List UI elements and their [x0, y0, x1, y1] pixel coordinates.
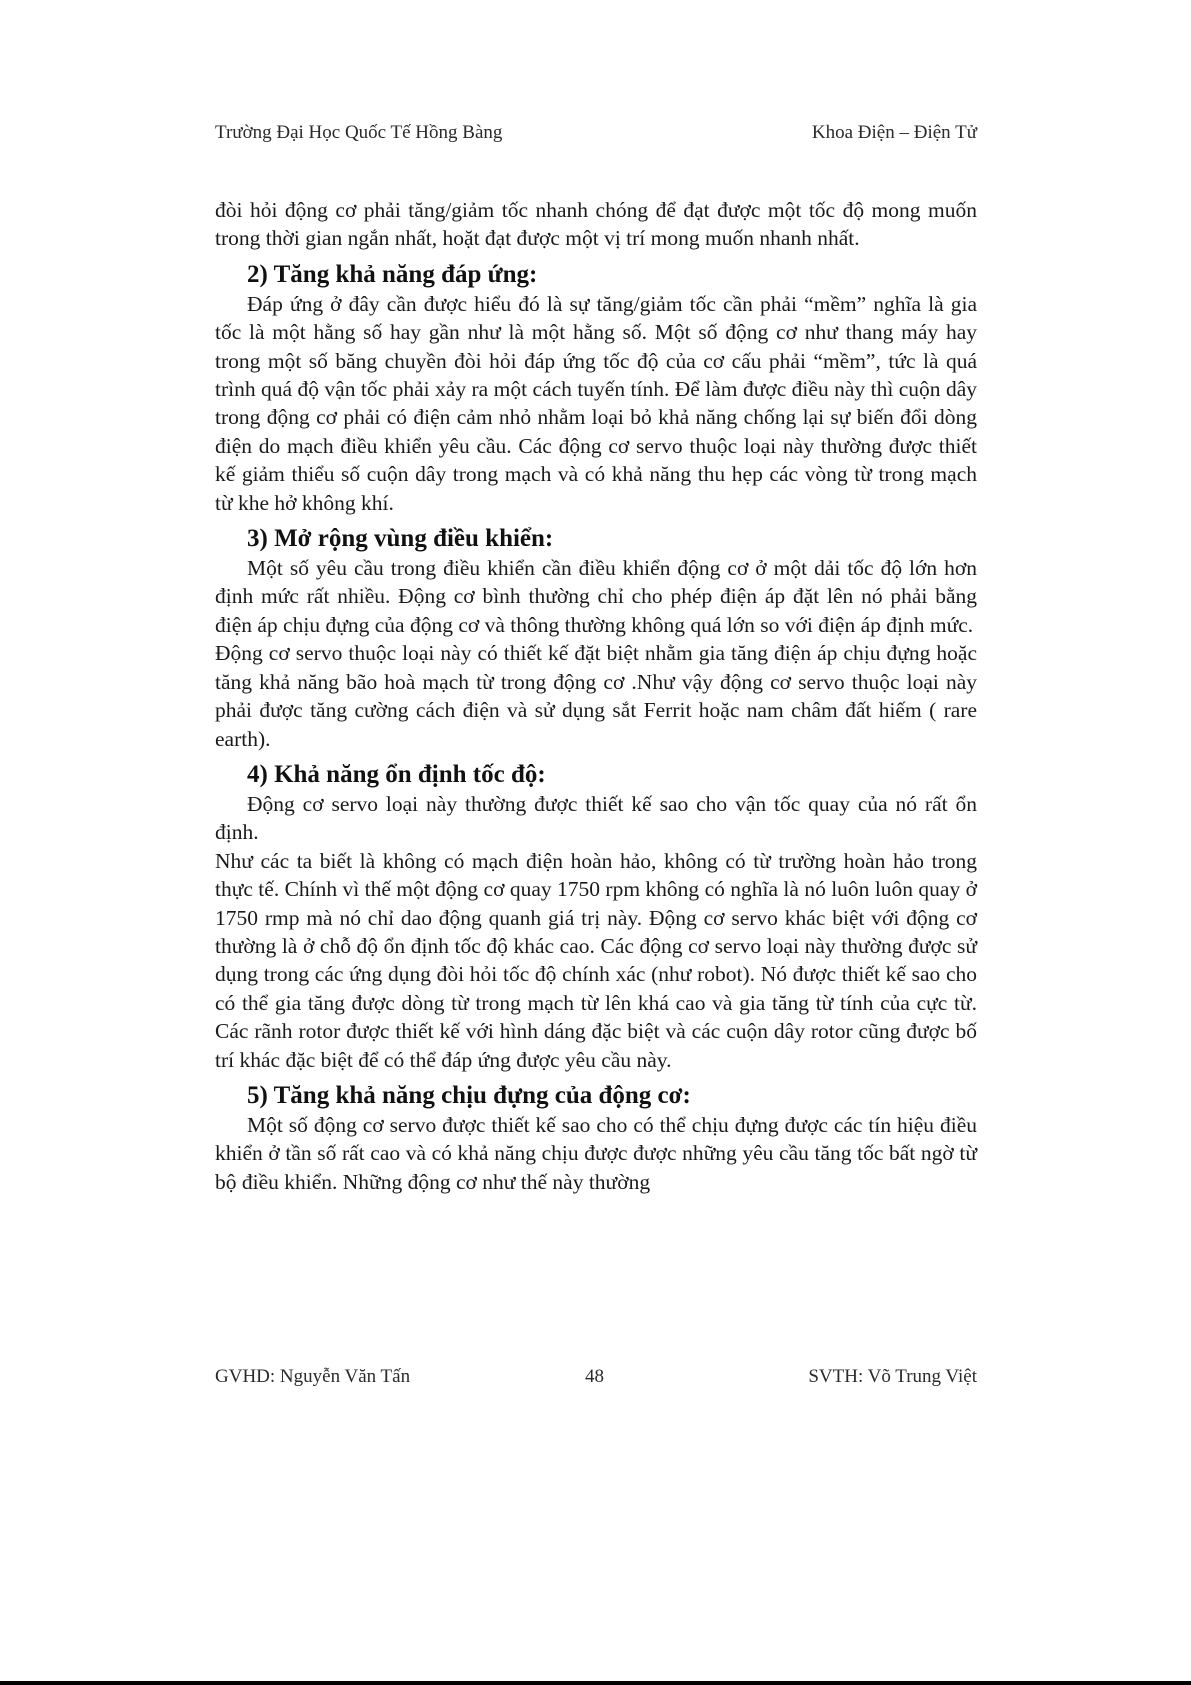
- footer-student: SVTH: Võ Trung Việt: [808, 1366, 977, 1387]
- section-control-range-paragraph-1: Một số yêu cầu trong điều khiển cần điều khiển động cơ ở một dải tốc độ lớn hơn định mức rất nhiều. Động cơ bình thường chỉ cho phép điện áp đặt lên nó phải bằng điện áp chịu đựng của động cơ và thông thường không quá lớn so với điện áp định mức.: [215, 556, 977, 637]
- header-faculty-name: Khoa Điện – Điện Tử: [811, 122, 977, 143]
- section-speed-stability-paragraph-2: Như các ta biết là không có mạch điện hoàn hảo, không có từ trường hoàn hảo trong thực tế. Chính vì thế một động cơ quay 1750 rpm không có nghĩa là nó luôn luôn quay ở 1750 rmp mà nó chỉ dao động quanh giá trị này. Động cơ servo khác biệt với động cơ thường là ở chỗ độ ổn định tốc độ khác cao. Các động cơ servo loại này thường được sử dụng trong các ứng dụng đòi hỏi tốc độ chính xác (như robot). Nó được thiết kế sao cho có thể gia tăng được dòng từ trong mạch từ lên khá cao và gia tăng từ tính của cực từ. Các rãnh rotor được thiết kế với hình dáng đặc biệt và các cuộn dây rotor cũng được bố trí khác đặc biệt để có thể đáp ứng được yêu cầu này.: [215, 848, 977, 1072]
- section-heading-endurance: 5) Tăng khả năng chịu đựng của động cơ:: [247, 1081, 691, 1109]
- intro-paragraph: đòi hỏi động cơ phải tăng/giảm tốc nhanh chóng để đạt được một tốc độ mong muốn trong thời gian ngắn nhất, hoặt đạt được một vị trí mong muốn nhanh nhất.: [215, 198, 977, 251]
- page-body: [215, 196, 977, 1196]
- footer-instructor: GVHD: Nguyễn Văn Tấn: [215, 1366, 411, 1387]
- section-response-paragraph: Đáp ứng ở đây cần được hiểu đó là sự tăng/giảm tốc cần phải “mềm” nghĩa là gia tốc là một hằng số hay gần như là một hằng số. Một số động cơ như thang máy hay trong một số băng chuyền đòi hỏi đáp ứng tốc độ của cơ cấu phải “mềm”, tức là quá trình quá độ vận tốc phải xảy ra một cách tuyến tính. Để làm được điều này thì cuộn dây trong động cơ phải có điện cảm nhỏ nhằm loại bỏ khả năng chống lại sự biến đổi dòng điện do mạch điều khiển yêu cầu. Các động cơ servo thuộc loại này thường được thiết kế giảm thiểu số cuộn dây trong mạch và có khả năng thu hẹp các vòng từ trong mạch từ khe hở không khí.: [215, 291, 977, 515]
- section-endurance-paragraph: Một số động cơ servo được thiết kế sao cho có thể chịu đựng được các tín hiệu điều khiển ở tần số rất cao và có khả năng chịu được được những yêu cầu tăng tốc bất ngờ từ bộ điều khiển. Những động cơ như thế này thường: [215, 1112, 977, 1194]
- bottom-edge-divider: [0, 1681, 1191, 1685]
- section-heading-speed-stability: 4) Khả năng ổn định tốc độ:: [247, 760, 546, 788]
- section-heading-response: 2) Tăng khả năng đáp ứng:: [247, 260, 538, 288]
- page-number: 48: [585, 1366, 604, 1387]
- section-heading-control-range: 3) Mở rộng vùng điều khiển:: [247, 525, 554, 553]
- page-header: [215, 122, 977, 144]
- header-school-name: Trường Đại Học Quốc Tế Hồng Bàng: [215, 122, 503, 143]
- section-control-range-paragraph-2: Động cơ servo thuộc loại này có thiết kế đặt biệt nhằm gia tăng điện áp chịu đựng hoặc tăng khả năng bão hoà mạch từ trong động cơ .Như vậy động cơ servo thuộc loại này phải được tăng cường cách điện và sử dụng sắt Ferrit hoặc nam châm đất hiếm ( rare earth).: [215, 641, 977, 751]
- section-speed-stability-paragraph-1: Động cơ servo loại này thường được thiết kế sao cho vận tốc quay của nó rất ổn định.: [215, 791, 977, 845]
